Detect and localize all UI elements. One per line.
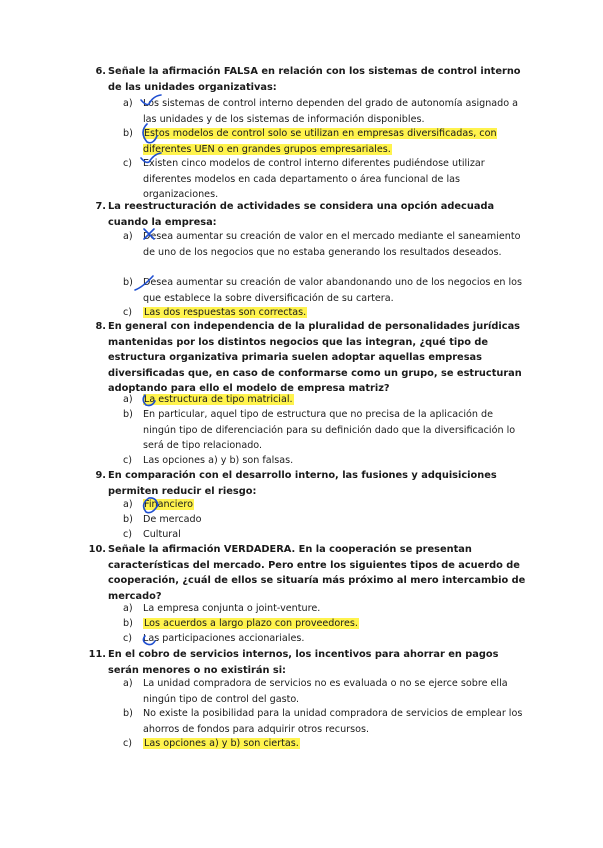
option-text: Existen cinco modelos de control interno diferentes pudiéndose utilizar diferentes modelos en cada departamento o área funcional de las organizaciones. [143,158,485,200]
option-letter: c) [123,738,133,749]
option-text: La empresa conjunta o joint-venture. [143,603,321,614]
option-11a [123,676,528,707]
option-letter: b) [123,514,133,525]
option-letter: b) [123,409,133,420]
option-letter: a) [123,603,133,614]
option-8b [123,407,528,454]
option-letter: b) [123,708,133,719]
option-letter: c) [123,529,133,540]
option-10b [123,616,528,632]
question-6 [95,64,528,95]
question-number: 11. [88,649,106,660]
question-7 [95,199,528,230]
option-text-highlighted: Estos modelos de control solo se utilizan en empresas diversificadas, con diferentes UEN o en grandes grupos empresariales. [143,128,497,155]
option-11c [123,736,528,752]
question-number: 10. [88,544,106,555]
option-7a [123,229,528,260]
option-text: Las opciones a) y b) son falsas. [143,455,294,466]
option-text: Las participaciones accionariales. [143,633,305,644]
question-number: 9. [95,470,106,481]
option-10a [123,601,528,617]
option-text-highlighted: La estructura de tipo matricial. [144,394,293,405]
option-8c [123,453,528,469]
option-letter: a) [123,394,133,405]
option-6b [123,126,528,157]
question-11 [88,647,528,678]
option-7b [123,275,528,306]
question-text: La reestructuración de actividades se considera una opción adecuada cuando la empresa: [108,201,495,228]
question-text: En general con independencia de la pluralidad de personalidades jurídicas mantenidas por los distintos negocios que las integran, ¿qué tipo de estructura organizativa primaria suelen adoptar aquellas empresas diversificadas que, en caso de conformarse como un grupo, se estructuran adoptando para ello el modelo de empresa matriz? [108,321,522,394]
option-letter: a) [123,499,133,510]
option-letter: a) [123,98,133,109]
option-text: Desea aumentar su creación de valor abandonando uno de los negocios en los que establece la sobre diversificación de su cartera. [143,277,523,304]
option-letter: c) [123,455,133,466]
option-text: Cultural [143,529,181,540]
question-text: Señale la afirmación FALSA en relación con los sistemas de control interno de las unidades organizativas: [108,66,521,93]
option-letter: c) [123,633,133,644]
option-9a [123,497,528,513]
option-letter: c) [123,307,133,318]
question-text: En comparación con el desarrollo interno, las fusiones y adquisiciones permiten reducir el riesgo: [108,470,497,497]
option-10c [123,631,528,647]
option-11b [123,706,528,737]
option-8a [123,392,528,408]
option-letter: b) [123,277,133,288]
question-number: 8. [95,321,106,332]
option-text-highlighted: Las opciones a) y b) son ciertas. [144,738,299,749]
option-text-highlighted: Las dos respuestas son correctas. [144,307,307,318]
question-10 [88,542,528,604]
option-text: Desea aumentar su creación de valor en el mercado mediante el saneamiento de uno de los negocios que no estaba generando los resultados deseados. [143,231,521,258]
option-letter: b) [123,618,133,629]
question-number: 6. [95,66,106,77]
option-text: No existe la posibilidad para la unidad compradora de servicios de emplear los ahorros de fondos para adquirir otros recursos. [143,708,523,735]
option-9c [123,527,528,543]
option-6c [123,156,528,203]
option-letter: c) [123,158,133,169]
option-text-highlighted: Financiero [144,499,193,510]
option-text-highlighted: Los acuerdos a largo plazo con proveedores. [144,618,358,629]
option-text: La unidad compradora de servicios no es evaluada o no se ejerce sobre ella ningún tipo de control del gasto. [143,678,508,705]
question-9 [95,468,528,499]
option-letter: a) [123,678,133,689]
option-letter: b) [123,128,133,139]
question-8 [95,319,528,397]
question-text: En el cobro de servicios internos, los incentivos para ahorrar en pagos serán menores o no existirán si: [108,649,499,676]
option-text: De mercado [143,514,202,525]
option-text: Los sistemas de control interno dependen del grado de autonomía asignado a las unidades y de los sistemas de información disponibles. [143,98,519,125]
question-text: Señale la afirmación VERDADERA. En la cooperación se presentan características del mercado. Pero entre los siguientes tipos de acuerdo de cooperación, ¿cuál de ellos se situaría más próximo al mero intercambio de mercado? [108,544,526,602]
option-text: En particular, aquel tipo de estructura que no precisa de la aplicación de ningún tipo de diferenciación para su definición dado que la diversificación lo será de tipo relacionado. [143,409,516,451]
option-9b [123,512,528,528]
question-number: 7. [95,201,106,212]
option-letter: a) [123,231,133,242]
option-6a [123,96,528,127]
